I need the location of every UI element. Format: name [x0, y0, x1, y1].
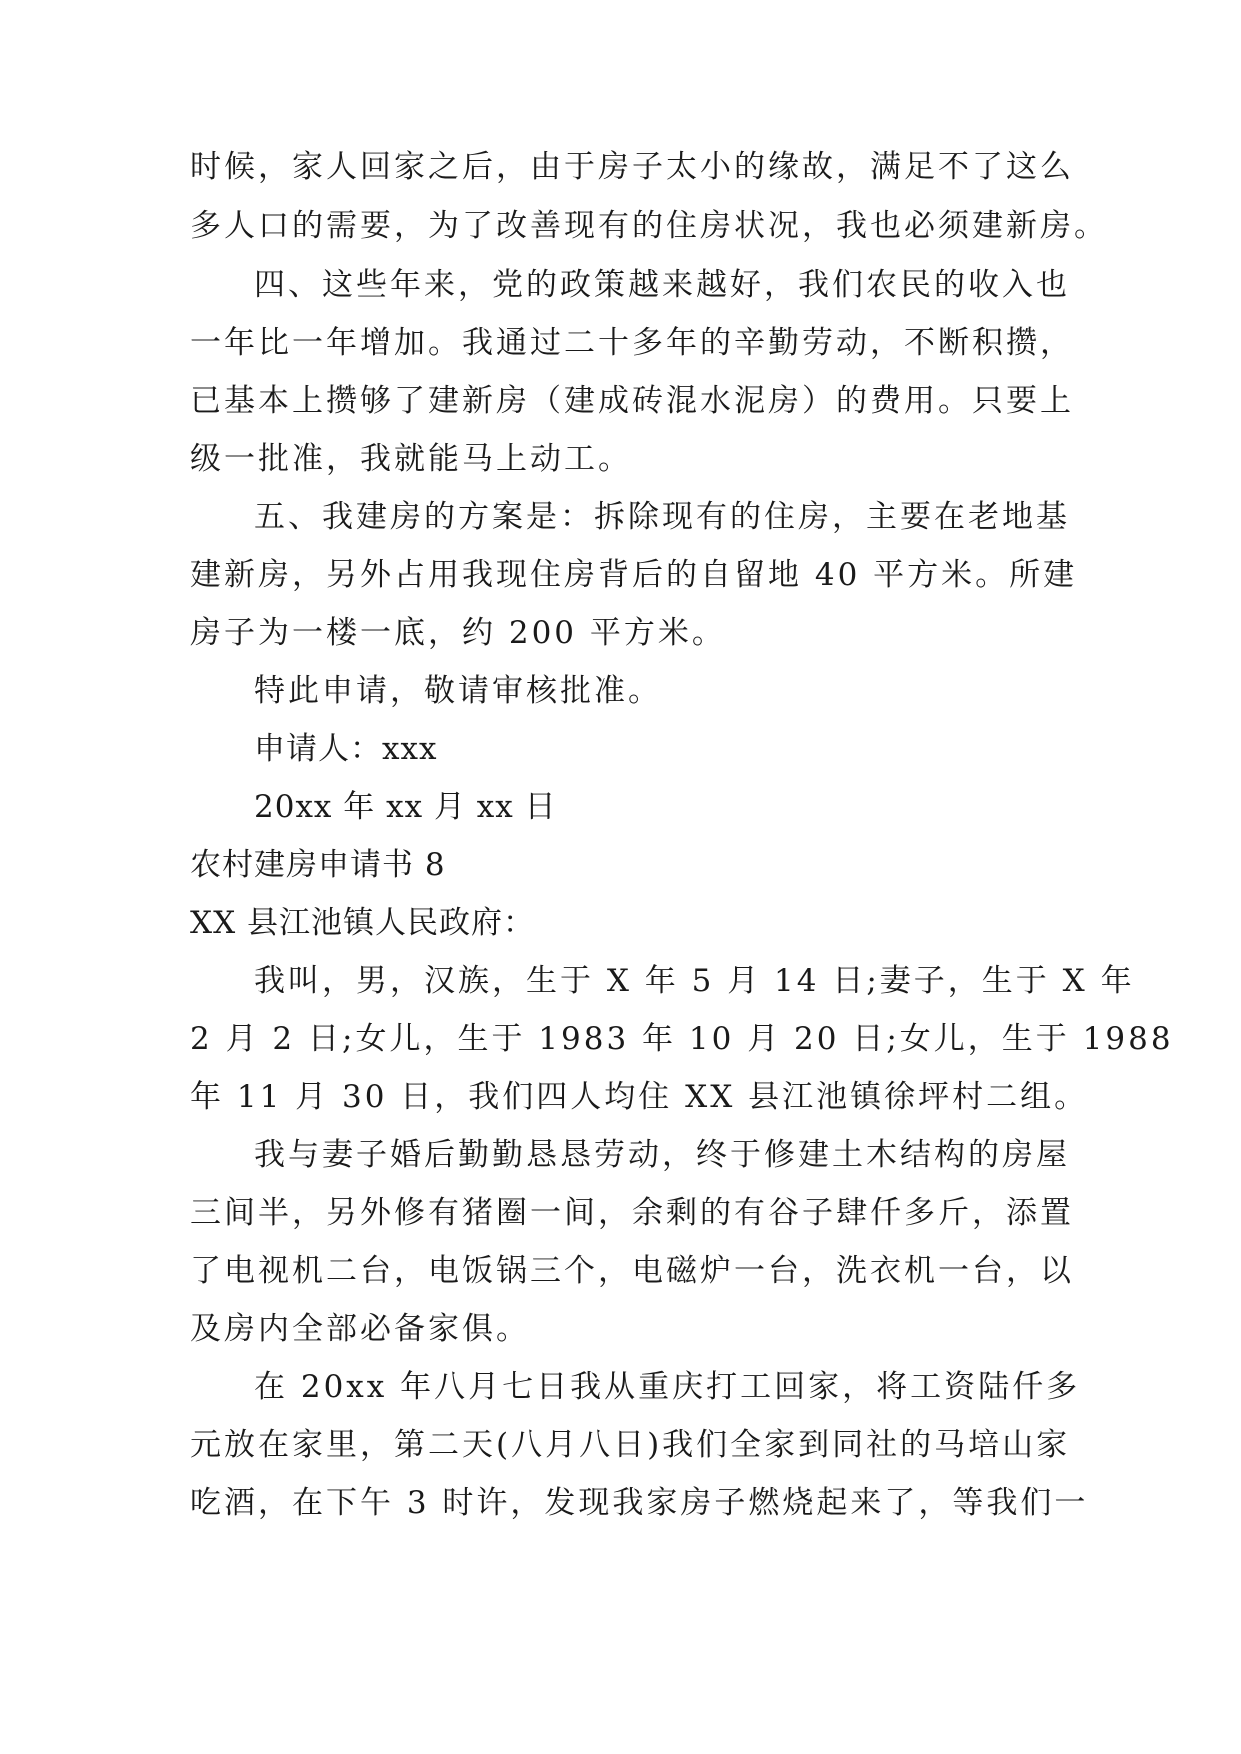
paragraph-line: 房子为一楼一底，约 200 平方米。 — [190, 615, 726, 651]
section-title: 农村建房申请书 8 — [190, 847, 446, 883]
paragraph-line: 时候，家人回家之后，由于房子太小的缘故，满足不了这么 — [190, 149, 1074, 185]
paragraph-line: 一年比一年增加。我通过二十多年的辛勤劳动，不断积攒， — [190, 325, 1074, 361]
paragraph-line: 吃酒，在下午 3 时许，发现我家房子燃烧起来了，等我们一 — [190, 1485, 1089, 1521]
paragraph-line: 在 20xx 年八月七日我从重庆打工回家，将工资陆仟多 — [254, 1369, 1081, 1405]
addressee: XX 县江池镇人民政府： — [190, 905, 535, 941]
paragraph-line: 已基本上攒够了建新房（建成砖混水泥房）的费用。只要上 — [190, 383, 1074, 419]
applicant-line: 申请人：xxx — [254, 731, 438, 767]
date-line: 20xx 年 xx 月 xx 日 — [254, 789, 557, 825]
paragraph-line: 元放在家里，第二天(八月八日)我们全家到同社的马培山家 — [190, 1427, 1071, 1463]
closing-request: 特此申请，敬请审核批准。 — [254, 673, 662, 709]
paragraph-line: 及房内全部必备家俱。 — [190, 1311, 530, 1347]
paragraph-line: 了电视机二台，电饭锅三个，电磁炉一台，洗衣机一台，以 — [190, 1253, 1074, 1289]
paragraph-line: 五、我建房的方案是：拆除现有的住房，主要在老地基 — [254, 499, 1070, 535]
paragraph-line: 四、这些年来，党的政策越来越好，我们农民的收入也 — [254, 267, 1070, 303]
paragraph-line: 年 11 月 30 日，我们四人均住 XX 县江池镇徐坪村二组。 — [190, 1079, 1089, 1115]
paragraph-line: 级一批准，我就能马上动工。 — [190, 441, 632, 477]
paragraph-line: 2 月 2 日;女儿，生于 1983 年 10 月 20 日;女儿，生于 1988 — [190, 1021, 1174, 1057]
paragraph-line: 我叫，男，汉族，生于 X 年 5 月 14 日;妻子，生于 X 年 — [254, 963, 1135, 999]
paragraph-line: 三间半，另外修有猪圈一间，余剩的有谷子肆仟多斤，添置 — [190, 1195, 1074, 1231]
paragraph-line: 多人口的需要，为了改善现有的住房状况，我也必须建新房。 — [190, 208, 1108, 244]
paragraph-line: 我与妻子婚后勤勤恳恳劳动，终于修建土木结构的房屋 — [254, 1137, 1070, 1173]
paragraph-line: 建新房，另外占用我现住房背后的自留地 40 平方米。所建 — [190, 557, 1078, 593]
